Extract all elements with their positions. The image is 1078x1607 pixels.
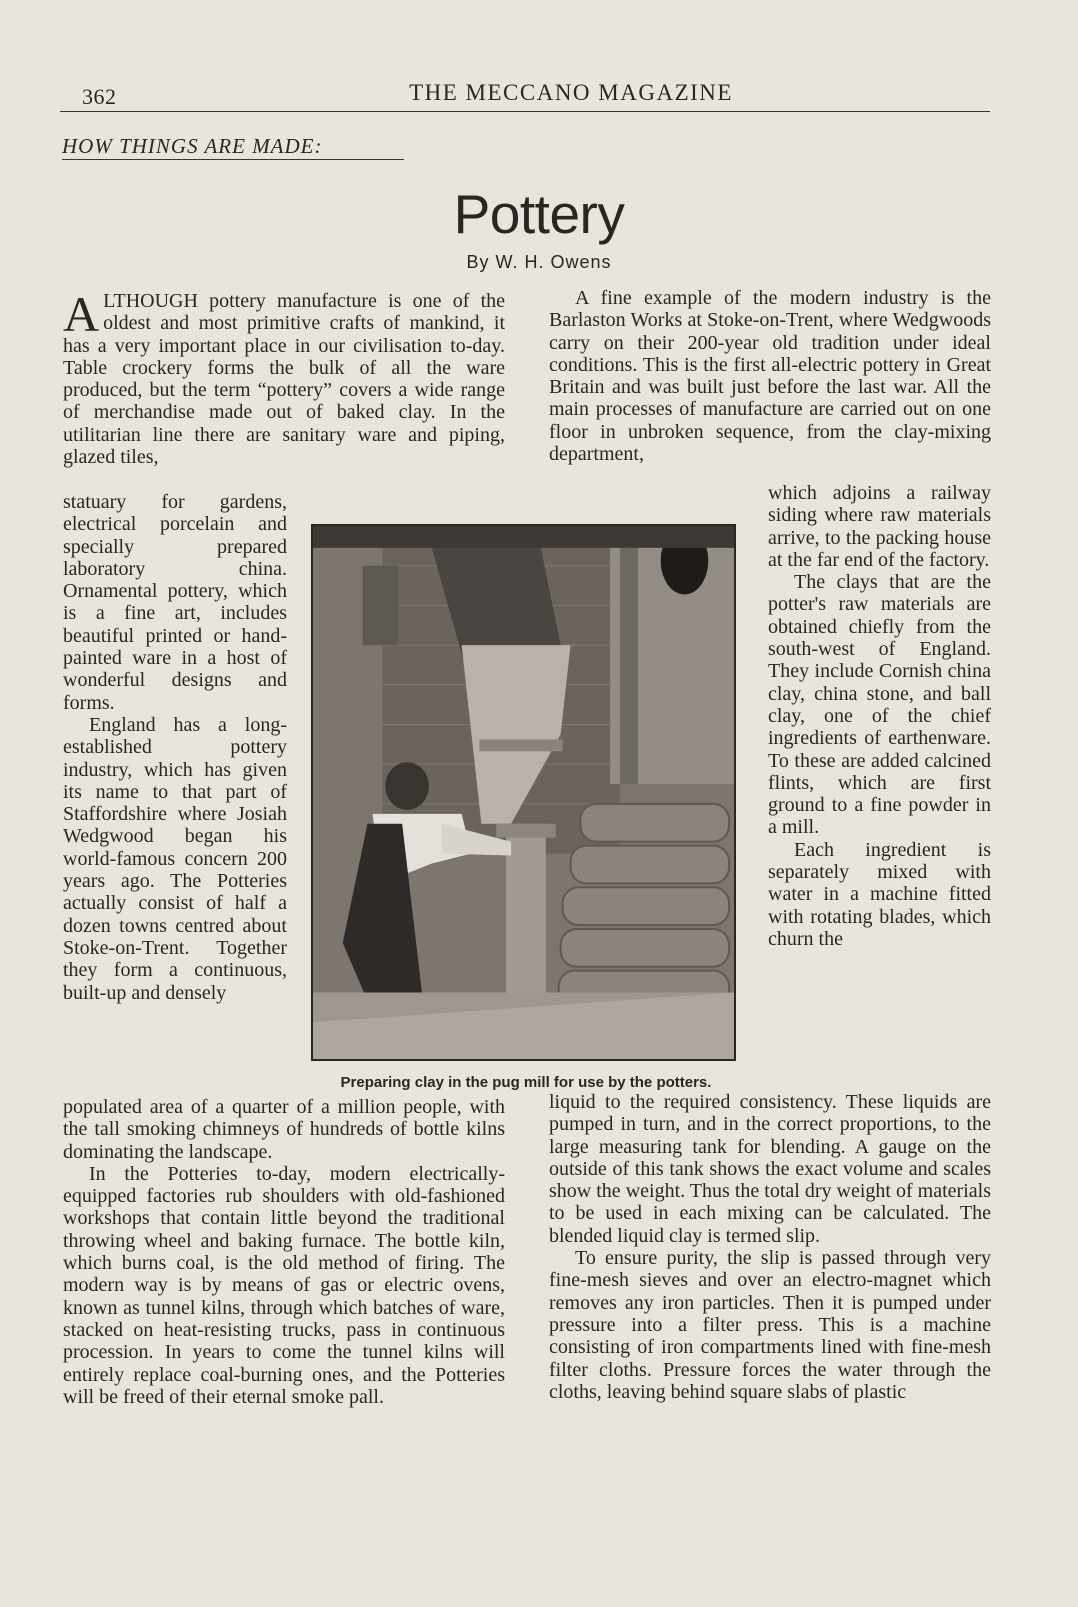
right-paragraph-3-narrow: Each ingredient is separately mixed with water in a machine fitted with rotating blades, which churn the xyxy=(768,838,991,950)
left-paragraph-3: In the Potteries to-day, modern electrically-equipped factories rub shoulders with old-fashioned workshops that contain little beyond the traditional throwing wheel and baking furnace. The bottle kiln, which burns coal, is the old method of firing. The modern way is by means of gas or electric ovens, known as tunnel kilns, through which batches of ware, stacked on heat-resisting trucks, pass in continuous procession. In years to come the tunnel kilns will entirely replace coal-burning ones, and the Potteries will be freed of their eternal smoke pall. xyxy=(63,1162,505,1408)
right-paragraph-4: To ensure purity, the slip is passed through very fine-mesh sieves and over an electro-magnet which removes any iron particles. Then it is pumped under pressure into a filter press. This is a machine consisting of iron compartments lined with fine-mesh filter cloths. Pressure forces the water through the cloths, leaving behind square slabs of plastic xyxy=(549,1247,991,1403)
left-paragraph-2-narrow: England has a long-established pottery industry, which has given its name to that part of Staffordshire where Josiah Wedgwood began his world-famous concern 200 years ago. The Potteries actually consist of half a dozen towns centred about Stoke-on-Trent. Together they form a continuous, built-up and densely xyxy=(63,713,287,1004)
pug-mill-photograph xyxy=(311,524,736,1061)
photo-caption: Preparing clay in the pug mill for use by the potters. xyxy=(340,1074,712,1091)
right-paragraph-1-narrow: which adjoins a railway siding where raw materials arrive, to the packing house at the far end of the factory. xyxy=(768,482,991,571)
right-paragraph-3-bottom: liquid to the required consistency. These liquids are pumped in turn, and in the correct proportions, to the large measuring tank for blending. A gauge on the outside of this tank shows the exact volume and scales show the weight. Thus the total dry weight of materials to be used in each mixing can be calculated. The blended liquid clay is termed slip. xyxy=(549,1091,991,1247)
magazine-title: THE MECCANO MAGAZINE xyxy=(409,80,733,105)
page-number: 362 xyxy=(82,84,117,109)
left-column-top xyxy=(63,286,505,469)
left-paragraph-1-narrow: statuary for gardens, electrical porcelain and specially prepared laboratory china. Ornamental pottery, which is a fine art, includes beautiful printed or hand-painted ware in a host of wonderful designs and forms. xyxy=(63,491,287,714)
left-column-wrap xyxy=(63,491,287,1004)
running-head xyxy=(62,78,990,112)
right-column-bottom xyxy=(549,1091,991,1403)
left-paragraph-1-top: LTHOUGH pottery manufacture is one of the oldest and most primitive crafts of mankind, it has a very important place in our civilisation to-day. Table crockery forms the bulk of all the ware produced, but the term “pottery” covers a wide range of merchandise made out of baked clay. In the utilitarian line there are sanitary ware and piping, glazed tiles, xyxy=(63,290,505,469)
left-paragraph-2-bottom: populated area of a quarter of a million people, with the tall smoking chimneys of hundreds of bottle kilns dominating the landscape. xyxy=(63,1096,505,1163)
photo-illustration xyxy=(313,526,734,1059)
right-column-top xyxy=(549,287,991,465)
section-label: HOW THINGS ARE MADE: xyxy=(62,134,323,158)
right-paragraph-2-narrow: The clays that are the potter's raw materials are obtained chiefly from the south-west of England. They include Cornish china clay, china stone, and ball clay, one of the chief ingredients of earthenware. To these are added calcined flints, which are first ground to a fine powder in a mill. xyxy=(768,571,991,839)
drop-cap: A xyxy=(63,286,100,342)
article-byline: By W. H. Owens xyxy=(466,252,612,272)
header-rule xyxy=(60,111,990,112)
right-paragraph-1-top: A fine example of the modern industry is the Barlaston Works at Stoke-on-Trent, where Wedgwoods carry on their 200-year old tradition under ideal conditions. This is the first all-electric pottery in Great Britain and was built just before the last war. All the main processes of manufacture are carried out on one floor in unbroken sequence, from the clay-mixing department, xyxy=(549,287,991,466)
article-title: Pottery xyxy=(453,183,625,245)
section-label-underline xyxy=(62,159,404,160)
left-column-bottom xyxy=(63,1096,505,1408)
right-column-wrap xyxy=(768,482,991,950)
